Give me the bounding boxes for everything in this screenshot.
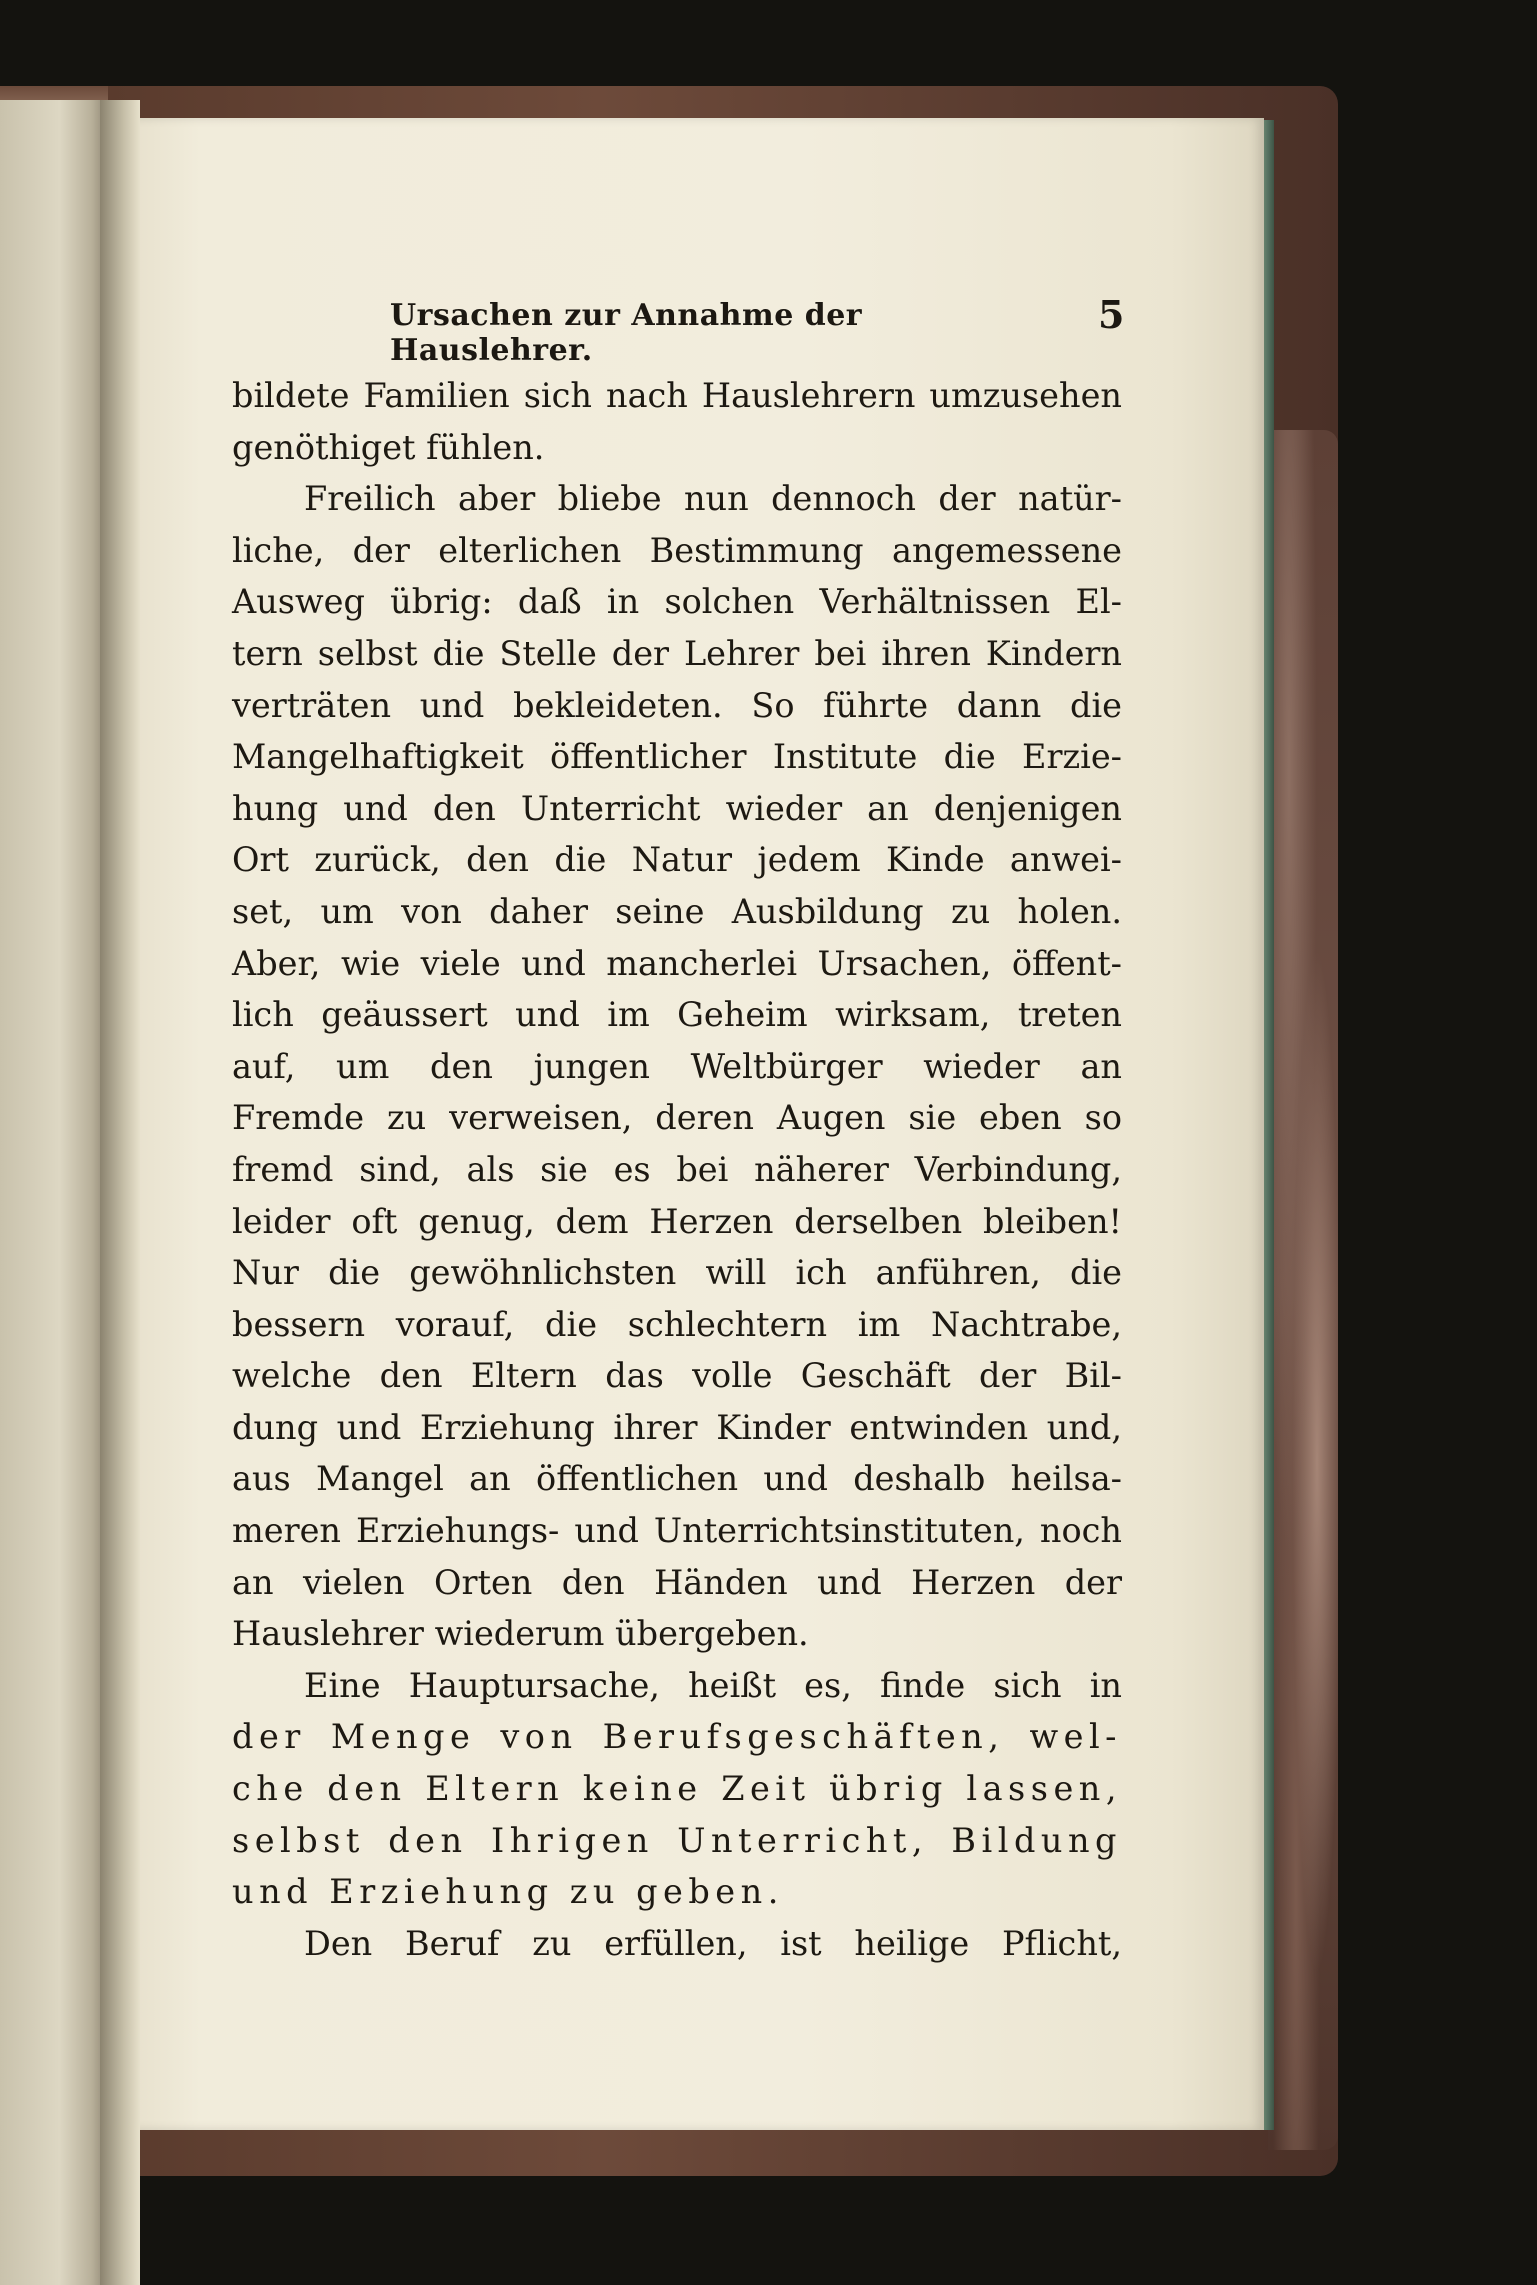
- left-page-edge: [0, 100, 108, 2285]
- text-line: Ort zurück, den die Natur jedem Kinde anwei-: [232, 840, 1122, 880]
- text-line: und Erziehung zu geben.: [232, 1872, 784, 1912]
- text-line: Aber, wie viele und mancherlei Ursachen, öffent-: [232, 943, 1122, 983]
- text-line: lich geäussert und im Geheim wirksam, treten: [232, 995, 1122, 1035]
- text-line: fremd sind, als sie es bei näherer Verbindung,: [232, 1149, 1122, 1189]
- text-line: Nur die gewöhnlichsten will ich anführen, die: [232, 1253, 1122, 1293]
- page-number: 5: [1098, 292, 1125, 337]
- text-line: verträten und bekleideten. So führte dann die: [232, 685, 1122, 725]
- text-line: leider oft genug, dem Herzen derselben bleiben!: [232, 1201, 1122, 1241]
- text-line: Fremde zu verweisen, deren Augen sie eben so: [232, 1098, 1122, 1138]
- text-line: tern selbst die Stelle der Lehrer bei ihren Kindern: [232, 633, 1122, 673]
- text-line: bessern vorauf, die schlechtern im Nachtrabe,: [232, 1304, 1122, 1344]
- text-line: Hauslehrer wiederum übergeben.: [232, 1614, 809, 1654]
- text-line: hung und den Unterricht wieder an denjenigen: [232, 788, 1122, 828]
- text-line: Ausweg übrig: daß in solchen Verhältnissen El-: [232, 582, 1122, 622]
- text-line: bildete Familien sich nach Hauslehrern umzusehen: [232, 376, 1122, 415]
- text-line: aus Mangel an öffentlichen und deshalb heilsa-: [232, 1459, 1122, 1499]
- text-line: Den Beruf zu erfüllen, ist heilige Pflicht,: [304, 1923, 1122, 1963]
- text-line: welche den Eltern das volle Geschäft der Bil-: [232, 1356, 1122, 1396]
- text-line: auf, um den jungen Weltbürger wieder an: [232, 1046, 1122, 1086]
- running-head: Ursachen zur Annahme der Hauslehrer.: [390, 298, 863, 368]
- text-line: meren Erziehungs- und Unterrichtsinstituten, noch: [232, 1511, 1122, 1551]
- marbled-cover-edge: [1268, 430, 1338, 2150]
- text-line: genöthiget fühlen.: [232, 427, 545, 467]
- text-line: an vielen Orten den Händen und Herzen der: [232, 1562, 1122, 1602]
- body-text: [232, 370, 1122, 1969]
- text-line: dung und Erziehung ihrer Kinder entwinden und,: [232, 1407, 1122, 1447]
- text-line: Mangelhaftigkeit öffentlicher Institute die Erzie-: [232, 737, 1122, 777]
- text-line: Freilich aber bliebe nun dennoch der natür-: [304, 479, 1122, 519]
- text-line: der Menge von Berufsgeschäften, wel-: [232, 1717, 1122, 1757]
- text-line: selbst den Ihrigen Unterricht, Bildung: [232, 1820, 1122, 1860]
- text-line: set, um von daher seine Ausbildung zu holen.: [232, 891, 1122, 931]
- text-line: che den Eltern keine Zeit übrig lassen,: [232, 1769, 1122, 1809]
- book-gutter: [100, 100, 140, 2285]
- text-line: liche, der elterlichen Bestimmung angemessene: [232, 530, 1122, 570]
- text-line: Eine Hauptursache, heißt es, finde sich in: [304, 1665, 1122, 1705]
